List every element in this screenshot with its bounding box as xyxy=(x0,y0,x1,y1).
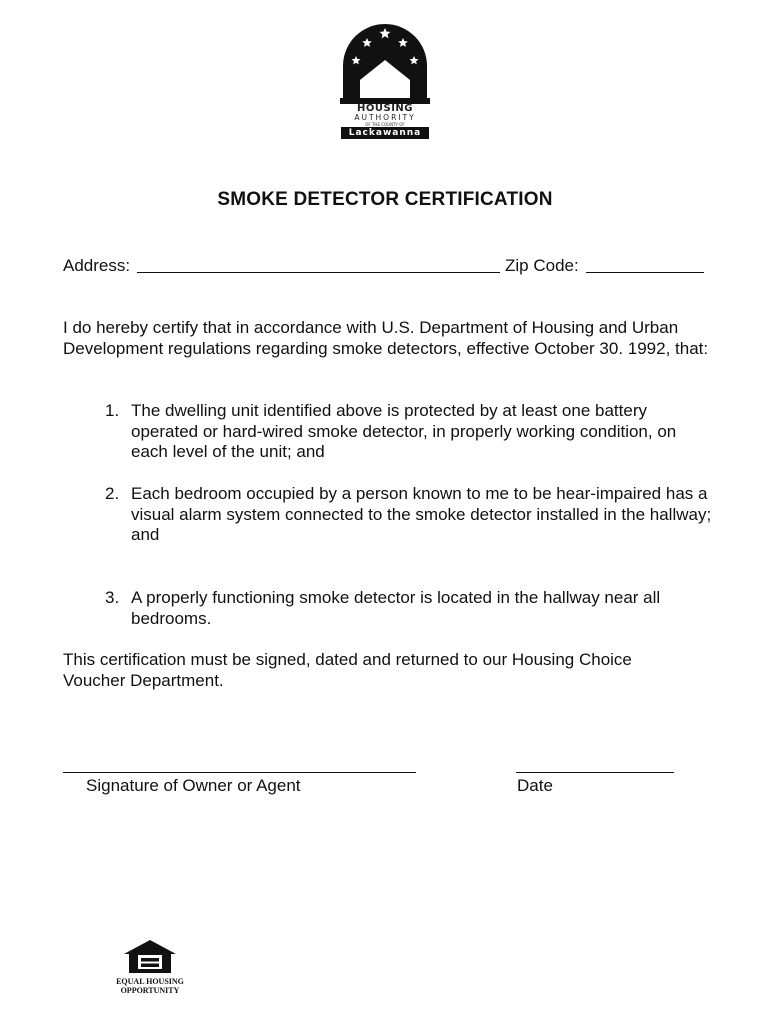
owner-signature-line[interactable] xyxy=(63,772,416,773)
address-field[interactable] xyxy=(137,272,500,273)
closing-paragraph: This certification must be signed, dated and returned to our Housing Choice Voucher Department. xyxy=(63,650,632,690)
equal-housing-house-icon xyxy=(122,938,178,974)
equal-housing-logo xyxy=(112,938,188,998)
logo-line-4: Lackawanna xyxy=(341,127,429,139)
address-label: Address: xyxy=(63,256,131,275)
eho-line-1: EQUAL HOUSING xyxy=(116,977,184,986)
list-item-number: 1. xyxy=(105,401,120,420)
logo-line-2: AUTHORITY xyxy=(354,113,416,122)
logo-line-1: HOUSING xyxy=(357,103,413,114)
list-item-number: 2. xyxy=(105,484,120,503)
date-signature-line[interactable] xyxy=(516,772,674,773)
list-item-text: The dwelling unit identified above is protected by at least one battery operated or hard-wired smoke detector, in properly working condition, on each level of the unit; and xyxy=(131,401,677,461)
zip-code-label: Zip Code: xyxy=(505,256,579,275)
house-arch-icon xyxy=(340,20,430,104)
eho-line-2: OPPORTUNITY xyxy=(120,986,180,995)
logo-line-3: OF THE COUNTY OF xyxy=(365,122,405,127)
date-label: Date xyxy=(517,776,553,795)
list-item-number: 3. xyxy=(105,588,120,607)
owner-signature-label: Signature of Owner or Agent xyxy=(86,776,301,795)
housing-authority-logo xyxy=(340,20,430,138)
list-item-text: Each bedroom occupied by a person known to me to be hear-impaired has a visual alarm system connected to the smoke detector installed in the hallway; and xyxy=(131,484,712,544)
list-item-text: A properly functioning smoke detector is located in the hallway near all bedrooms. xyxy=(131,588,661,628)
zip-code-field[interactable] xyxy=(586,272,704,273)
document-title: SMOKE DETECTOR CERTIFICATION xyxy=(217,189,553,210)
intro-paragraph: I do hereby certify that in accordance with U.S. Department of Housing and Urban Development regulations regarding smoke detectors, effective October 30. 1992, that: xyxy=(63,318,709,358)
